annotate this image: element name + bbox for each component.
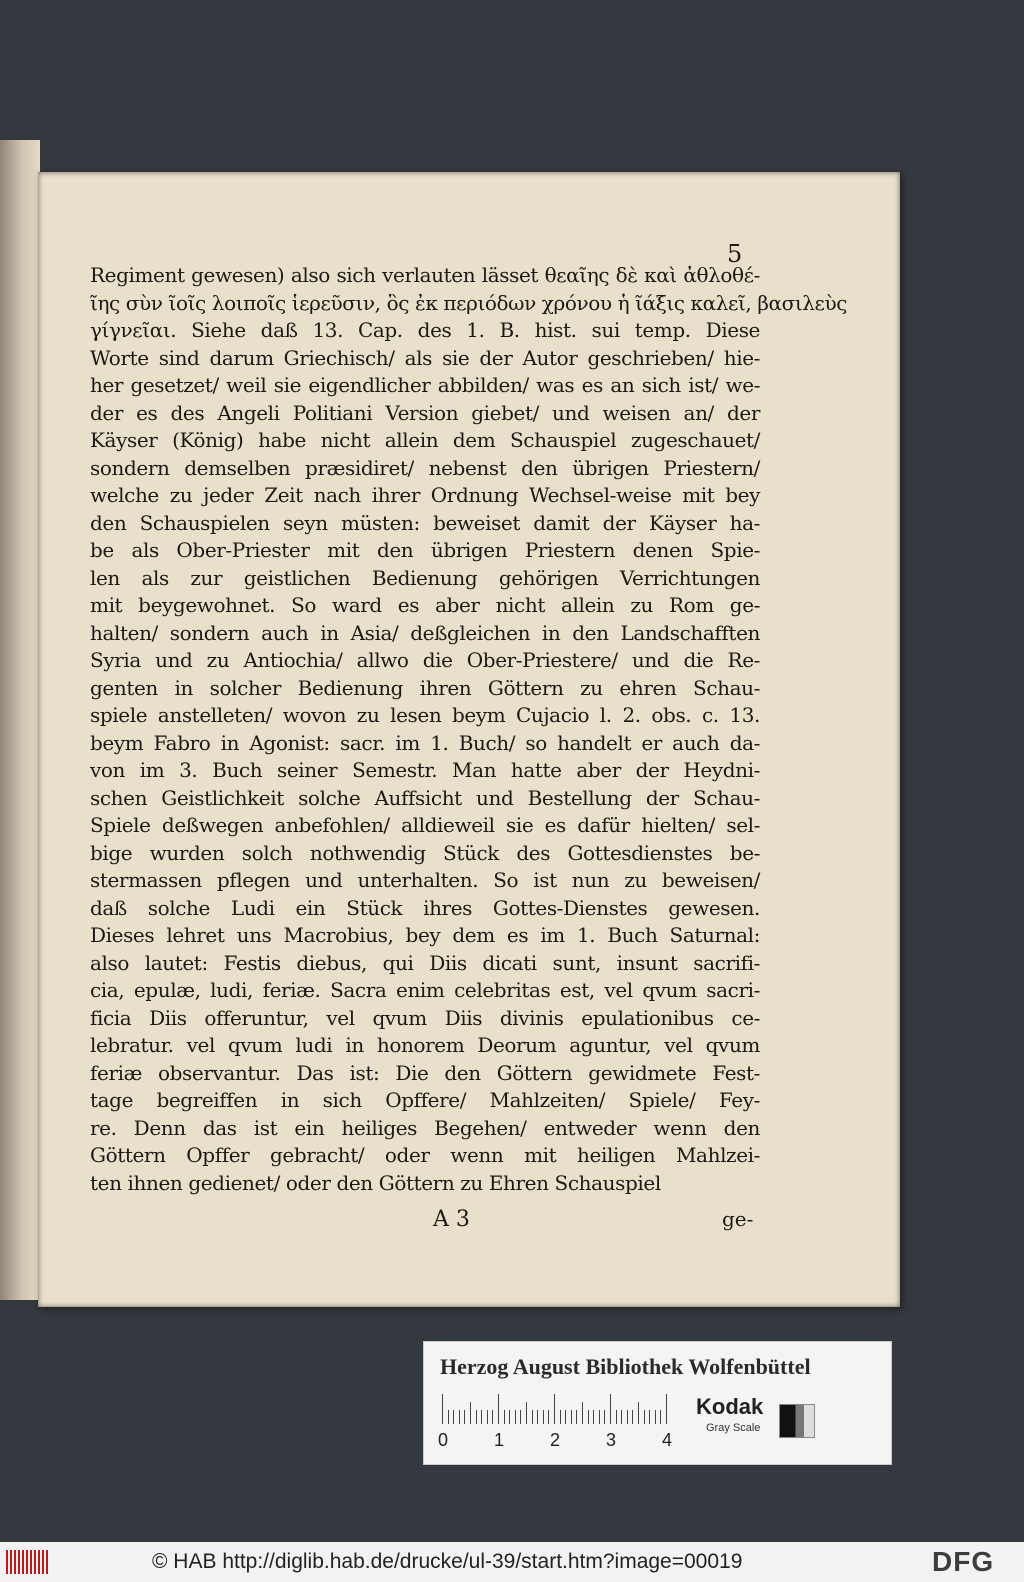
text-line: Regiment gewesen) also sich verlauten lässet θεαῖης δὲ καὶ ἀθλοθέ- xyxy=(90,263,760,287)
text-line: Worte sind darum Griechisch/ als sie der Autor geschrieben/ hie- xyxy=(90,345,760,370)
gray-scale-label: Gray Scale xyxy=(706,1422,761,1434)
text-line: cia, epulæ, ludi, feriæ. Sacra enim celebritas est, vel qvum sacri- xyxy=(90,978,760,1002)
ruler-labels xyxy=(438,1430,688,1454)
ruler-label: 1 xyxy=(494,1430,505,1450)
ruler-tick xyxy=(638,1402,639,1424)
ruler-tick xyxy=(604,1410,605,1424)
copyright-url[interactable]: © HAB http://diglib.hab.de/drucke/ul-39/start.htm?image=00019 xyxy=(152,1550,743,1573)
text-line: Göttern Opffer gebracht/ oder wenn mit heiligen Mahlzei- xyxy=(90,1143,760,1167)
page-number: 5 xyxy=(727,240,743,268)
ruler-tick xyxy=(464,1410,465,1424)
color-calibration-card xyxy=(423,1341,892,1465)
text-line: re. Denn das ist ein heiliges Begehen/ entweder wenn den xyxy=(90,1115,760,1140)
ruler-tick xyxy=(520,1410,521,1424)
gray-scale-patch xyxy=(779,1404,815,1438)
text-line: schen Geistlichkeit solche Auffsicht und Bestellung der Schau- xyxy=(90,785,760,810)
ruler-tick xyxy=(515,1410,516,1424)
text-line: stermassen pflegen und unterhalten. So ist nun zu beweisen/ xyxy=(90,868,760,892)
ruler-tick xyxy=(565,1410,566,1424)
ruler-tick xyxy=(660,1410,661,1424)
text-line: spiele anstelleten/ wovon zu lesen beym Cujacio l. 2. obs. c. 13. xyxy=(90,703,760,727)
ruler-tick xyxy=(504,1410,505,1424)
text-line: ῖης σὺν ῖοῖς λοιποῖς ἱερεῦσιν, ὃς ἐκ περιόδων χρόνου ἡ ῖάξις καλεῖ, βασιλεὺς xyxy=(90,290,848,315)
text-line: daß solche Ludi ein Stück ihres Gottes-Dienstes gewesen. xyxy=(90,895,760,920)
text-line: be als Ober-Priester mit den übrigen Priestern denen Spie- xyxy=(90,538,760,562)
ruler-label: 2 xyxy=(550,1430,561,1450)
ruler-label: 3 xyxy=(606,1430,617,1450)
text-line: mit beygewohnet. So ward es aber nicht allein zu Rom ge- xyxy=(90,593,760,617)
ruler-tick xyxy=(526,1402,527,1424)
ruler-label: 0 xyxy=(438,1430,449,1450)
ruler-tick xyxy=(576,1410,577,1424)
ruler-tick xyxy=(632,1410,633,1424)
ruler-tick xyxy=(621,1410,622,1424)
ruler-tick xyxy=(442,1394,443,1424)
text-line: lebratur. vel qvum ludi in honorem Deorum aguntur, vel qvum xyxy=(90,1033,760,1057)
ruler-tick xyxy=(509,1410,510,1424)
ruler-tick xyxy=(649,1410,650,1424)
text-line: also lautet: Festis diebus, qui Diis dicati sunt, insunt sacrifi- xyxy=(90,950,760,975)
text-line: γίγνεῖαι. Siehe daß 13. Cap. des 1. B. hist. sui temp. Diese xyxy=(90,318,760,342)
text-line: len als zur geistlichen Bedienung gehörigen Verrichtungen xyxy=(90,565,760,590)
ruler-tick xyxy=(470,1402,471,1424)
ruler-tick xyxy=(453,1410,454,1424)
text-line: sondern demselben præsidiret/ nebenst den übrigen Priestern/ xyxy=(90,455,760,480)
ruler-tick xyxy=(537,1410,538,1424)
ruler-tick xyxy=(481,1410,482,1424)
ruler-tick xyxy=(492,1410,493,1424)
ruler-label: 4 xyxy=(662,1430,673,1450)
ruler-tick xyxy=(487,1410,488,1424)
text-line: beym Fabro in Agonist: sacr. im 1. Buch/ so handelt er auch da- xyxy=(90,730,760,755)
text-line: ficia Diis offeruntur, vel qvum Diis divinis epulationibus ce- xyxy=(90,1005,760,1030)
ruler-tick xyxy=(498,1394,499,1424)
ruler-tick xyxy=(588,1410,589,1424)
ruler-tick xyxy=(554,1394,555,1424)
text-line: den Schauspielen seyn müsten: beweiset damit der Käyser ha- xyxy=(90,510,760,535)
ruler-tick xyxy=(548,1410,549,1424)
text-line: ten ihnen gedienet/ oder den Göttern zu Ehren Schauspiel xyxy=(90,1170,661,1195)
ruler-tick xyxy=(543,1410,544,1424)
ruler-tick xyxy=(582,1402,583,1424)
ruler-tick xyxy=(448,1410,449,1424)
ruler-tick xyxy=(644,1410,645,1424)
footer-bar xyxy=(0,1542,1024,1582)
ruler-tick xyxy=(593,1410,594,1424)
ruler-tick xyxy=(666,1394,667,1424)
catchword: ge- xyxy=(722,1207,754,1231)
text-line: bige wurden solch nothwendig Stück des Gottesdienstes be- xyxy=(90,840,760,865)
text-line: halten/ sondern auch in Asia/ deßgleichen in den Landschafften xyxy=(90,620,760,645)
ruler-tick xyxy=(610,1394,611,1424)
kodak-logo: Kodak xyxy=(696,1394,764,1419)
text-line: Dieses lehret uns Macrobius, bey dem es im 1. Buch Saturnal: xyxy=(90,923,760,947)
library-name: Herzog August Bibliothek Wolfenbüttel xyxy=(440,1354,811,1379)
text-line: von im 3. Buch seiner Semestr. Man hatte aber der Heydni- xyxy=(90,758,760,782)
text-line: der es des Angeli Politiani Version giebet/ und weisen an/ der xyxy=(90,400,760,425)
text-line: her gesetzet/ weil sie eigendlicher abbilden/ was es an sich ist/ we- xyxy=(90,373,760,397)
signature-mark: A 3 xyxy=(433,1207,470,1232)
barcode-icon xyxy=(6,1550,50,1574)
text-line: genten in solcher Bedienung ihren Göttern zu ehren Schau- xyxy=(90,675,760,700)
text-line: Spiele deßwegen anbefohlen/ alldieweil sie es dafür hielten/ sel- xyxy=(90,813,760,837)
ruler-tick xyxy=(627,1410,628,1424)
text-line: tage begreiffen in sich Opffere/ Mahlzeiten/ Spiele/ Fey- xyxy=(90,1088,760,1112)
ruler-tick xyxy=(476,1410,477,1424)
ruler-tick xyxy=(655,1410,656,1424)
ruler-tick xyxy=(599,1410,600,1424)
ruler-tick xyxy=(560,1410,561,1424)
dfg-logo: DFG xyxy=(932,1546,995,1577)
measurement-ruler xyxy=(442,1394,674,1424)
ruler-tick xyxy=(459,1410,460,1424)
text-line: welche zu jeder Zeit nach ihrer Ordnung Wechsel-weise mit bey xyxy=(90,483,760,507)
ruler-tick xyxy=(532,1410,533,1424)
page-text-block xyxy=(90,262,848,1197)
ruler-tick xyxy=(571,1410,572,1424)
ruler-tick xyxy=(616,1410,617,1424)
text-line: Syria und zu Antiochia/ allwo die Ober-Priestere/ und die Re- xyxy=(90,648,760,672)
text-line: feriæ observantur. Das ist: Die den Göttern gewidmete Fest- xyxy=(90,1060,760,1085)
adjacent-page-edge xyxy=(0,140,40,1300)
text-line: Käyser (König) habe nicht allein dem Schauspiel zugeschauet/ xyxy=(90,428,760,452)
